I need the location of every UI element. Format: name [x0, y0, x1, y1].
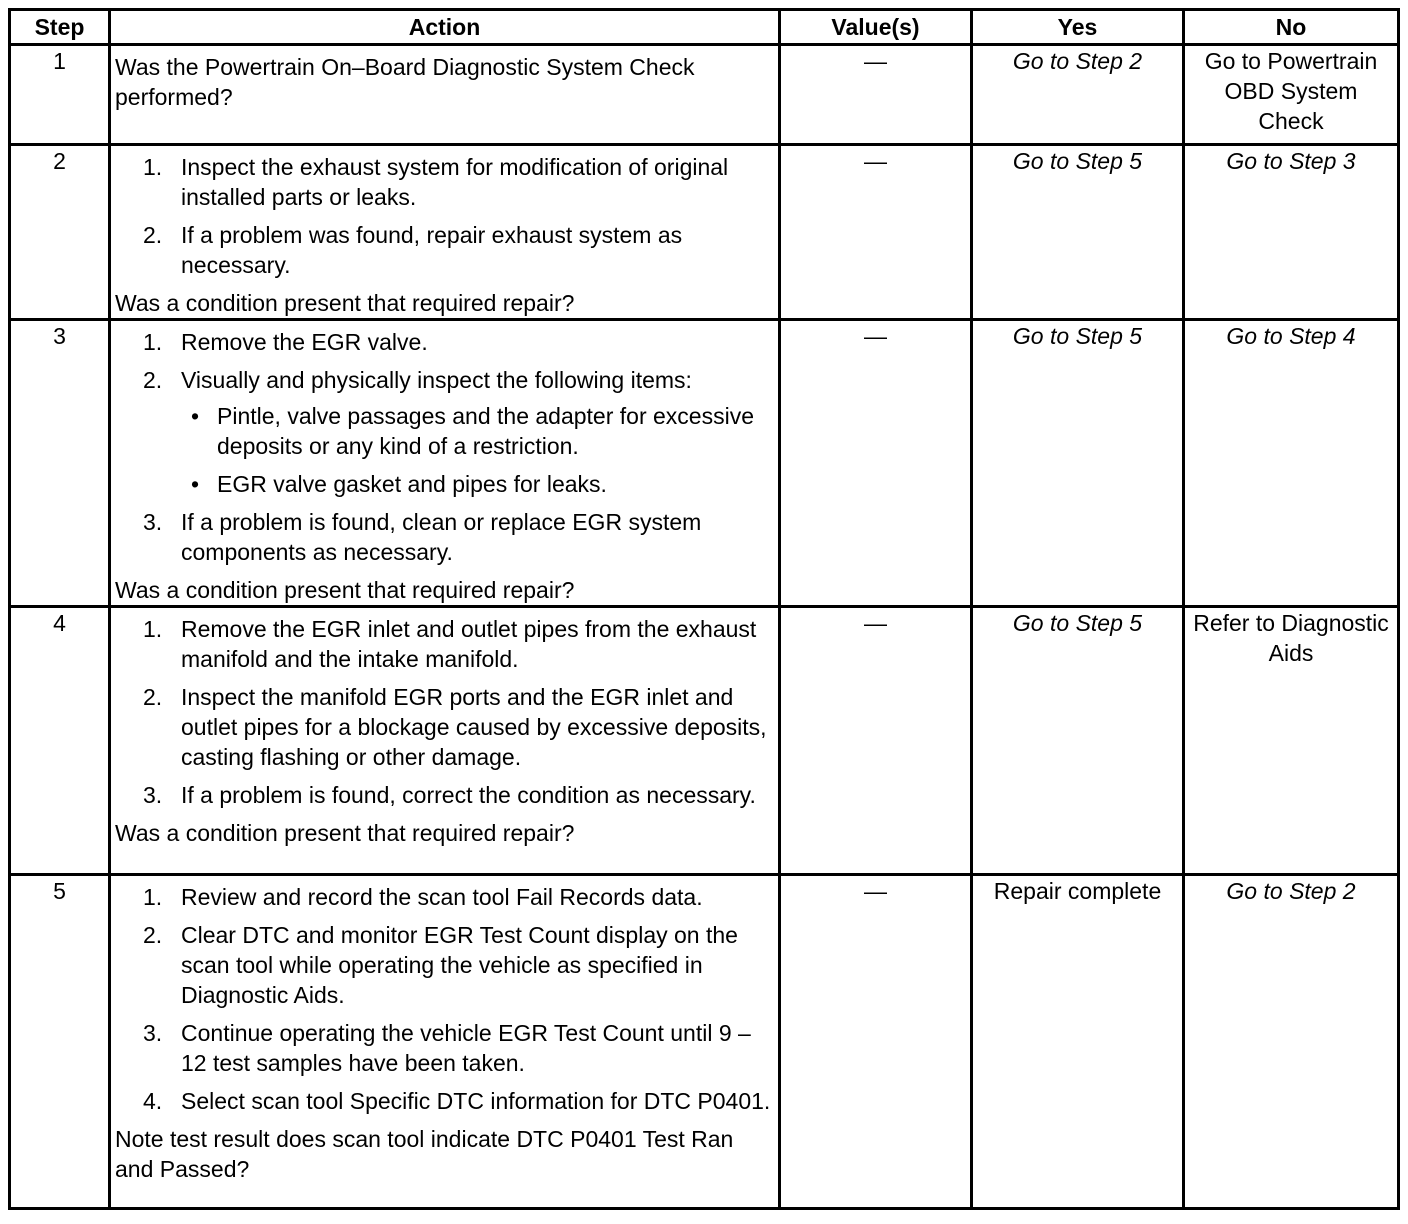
action-step-number: 3.	[143, 1020, 163, 1046]
action-steps	[115, 882, 774, 1116]
action-step-item	[115, 614, 774, 674]
action-step-item	[115, 920, 774, 1010]
sub-items	[181, 401, 774, 499]
action-step-item	[115, 882, 774, 912]
action-step-number: 2.	[143, 922, 163, 948]
no-cell: Refer to Diagnostic Aids	[1184, 607, 1399, 875]
header-row	[10, 10, 1399, 45]
value-cell: —	[780, 145, 972, 320]
action-step-item	[115, 152, 774, 212]
no-cell: Go to Step 2	[1184, 875, 1399, 1209]
no-cell: Go to Powertrain OBD System Check	[1184, 45, 1399, 145]
yes-cell: Go to Step 5	[972, 607, 1184, 875]
action-step-text: Remove the EGR inlet and outlet pipes from the exhaust manifold and the intake manifold.	[181, 616, 757, 672]
value-cell: —	[780, 320, 972, 607]
yes-cell: Go to Step 2	[972, 45, 1184, 145]
table-row	[10, 320, 1399, 607]
value-cell: —	[780, 45, 972, 145]
action-steps	[115, 152, 774, 280]
action-step-item	[115, 682, 774, 772]
header-no: No	[1184, 10, 1399, 45]
action-step-number: 3.	[143, 782, 163, 808]
action-step-text: Select scan tool Specific DTC information for DTC P0401.	[181, 1088, 771, 1114]
header-yes: Yes	[972, 10, 1184, 45]
action-step-number: 1.	[143, 329, 163, 355]
action-step-number: 1.	[143, 154, 163, 180]
action-steps	[115, 327, 774, 567]
step-number: 1	[10, 45, 110, 145]
step-number: 3	[10, 320, 110, 607]
step-number: 5	[10, 875, 110, 1209]
sub-item	[181, 469, 774, 499]
action-cell	[110, 875, 780, 1209]
action-step-item	[115, 327, 774, 357]
action-cell	[110, 607, 780, 875]
value-cell: —	[780, 607, 972, 875]
action-step-text: Review and record the scan tool Fail Records data.	[181, 884, 703, 910]
table-row	[10, 875, 1399, 1209]
sub-item-text: Pintle, valve passages and the adapter for excessive deposits or any kind of a restriction.	[217, 403, 754, 459]
header-action: Action	[110, 10, 780, 45]
action-step-number: 1.	[143, 616, 163, 642]
action-step-number: 1.	[143, 884, 163, 910]
yes-cell: Go to Step 5	[972, 145, 1184, 320]
action-step-item	[115, 1086, 774, 1116]
sub-item	[181, 401, 774, 461]
action-cell	[110, 320, 780, 607]
action-step-item	[115, 220, 774, 280]
bullet-icon: •	[191, 403, 200, 429]
action-cell	[110, 45, 780, 145]
no-cell: Go to Step 3	[1184, 145, 1399, 320]
header-step: Step	[10, 10, 110, 45]
action-step-number: 2.	[143, 222, 163, 248]
header-values: Value(s)	[780, 10, 972, 45]
table-row	[10, 607, 1399, 875]
action-step-item	[115, 1018, 774, 1078]
no-cell: Go to Step 4	[1184, 320, 1399, 607]
action-step-text: Continue operating the vehicle EGR Test Count until 9 – 12 test samples have been taken.	[181, 1020, 751, 1076]
action-step-text: Clear DTC and monitor EGR Test Count display on the scan tool while operating the vehicle as specified in Diagnostic Aids.	[181, 922, 738, 1008]
step-number: 2	[10, 145, 110, 320]
action-question: Was a condition present that required repair?	[115, 577, 575, 603]
yes-cell: Go to Step 5	[972, 320, 1184, 607]
action-step-number: 3.	[143, 509, 163, 535]
step-number: 4	[10, 607, 110, 875]
action-step-text: Visually and physically inspect the following items:	[181, 367, 692, 393]
action-question: Was a condition present that required repair?	[115, 820, 575, 846]
diagnostic-table	[8, 8, 1400, 1210]
action-step-text: If a problem is found, clean or replace EGR system components as necessary.	[181, 509, 702, 565]
action-step-text: Remove the EGR valve.	[181, 329, 428, 355]
action-step-item	[115, 507, 774, 567]
table-row	[10, 145, 1399, 320]
value-cell: —	[780, 875, 972, 1209]
action-step-number: 2.	[143, 367, 163, 393]
action-question: Note test result does scan tool indicate DTC P0401 Test Ran and Passed?	[115, 1126, 734, 1182]
action-step-item	[115, 780, 774, 810]
action-intro: Was the Powertrain On–Board Diagnostic System Check performed?	[115, 54, 695, 110]
sub-item-text: EGR valve gasket and pipes for leaks.	[217, 471, 607, 497]
action-step-text: Inspect the exhaust system for modification of original installed parts or leaks.	[181, 154, 729, 210]
table-row	[10, 45, 1399, 145]
action-steps	[115, 614, 774, 810]
action-step-item	[115, 365, 774, 499]
action-step-text: If a problem is found, correct the condition as necessary.	[181, 782, 756, 808]
bullet-icon: •	[191, 471, 200, 497]
action-question: Was a condition present that required repair?	[115, 290, 575, 316]
action-step-text: Inspect the manifold EGR ports and the EGR inlet and outlet pipes for a blockage caused by excessive deposits, casting flashing or other damage.	[181, 684, 767, 770]
action-cell	[110, 145, 780, 320]
yes-cell: Repair complete	[972, 875, 1184, 1209]
action-step-number: 2.	[143, 684, 163, 710]
action-step-number: 4.	[143, 1088, 163, 1114]
action-step-text: If a problem was found, repair exhaust system as necessary.	[181, 222, 683, 278]
